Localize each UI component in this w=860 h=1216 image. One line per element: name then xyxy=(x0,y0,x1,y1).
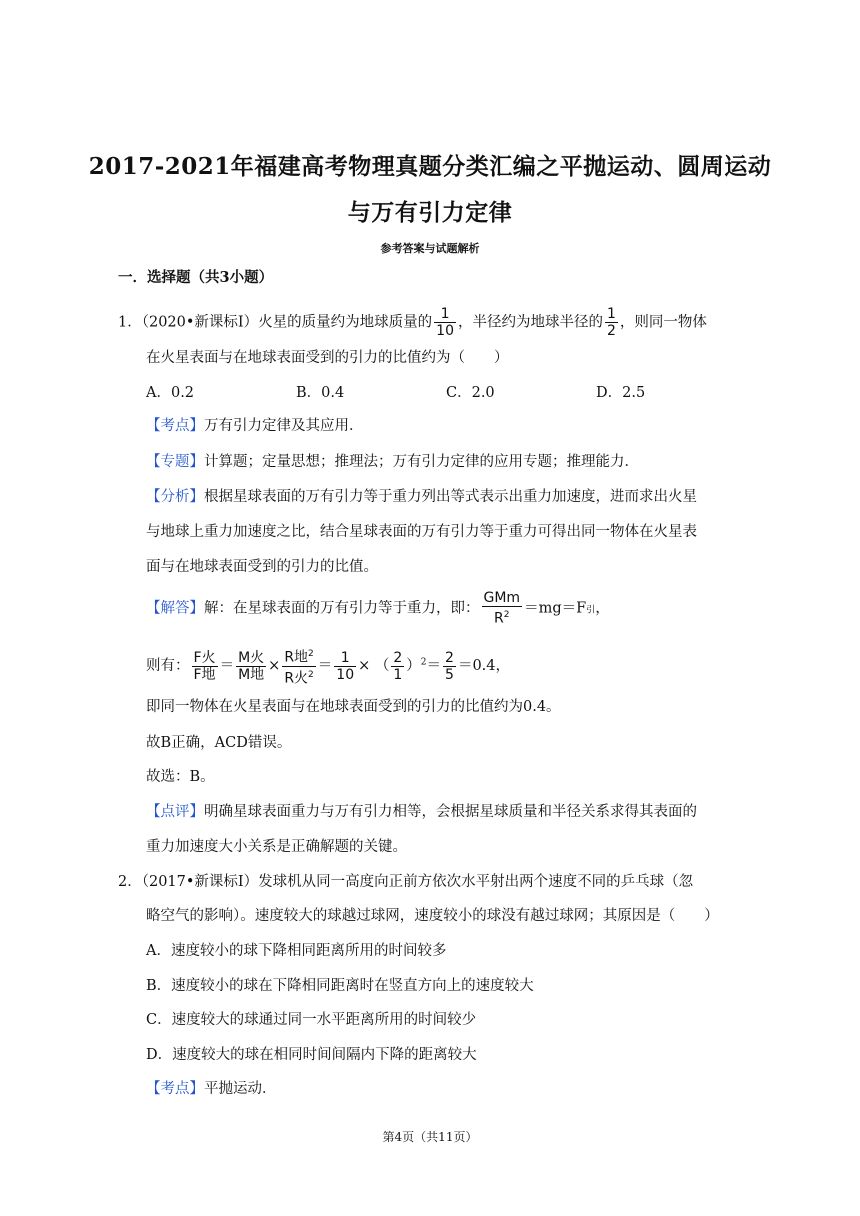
q1-stem-line-1 xyxy=(118,306,707,339)
q1-stem-line-2: 在火星表面与在地球表面受到的引力的比值约为（ ） xyxy=(146,350,509,366)
q1-jieda-line-1: 【解答】解：在星球表面的万有引力等于重力，即： $\frac{\text{GMm}}{R^2}$ ＝mg＝F引， xyxy=(146,590,610,627)
q1-dianping-line-2: 重力加速度大小关系是正确解题的关键。 xyxy=(146,839,407,855)
q1-option-c: C．2.0 xyxy=(446,385,495,401)
q1-stem-c: ，则同一物体 xyxy=(619,314,707,331)
q1-fraction-radius: $\frac{1}{2}$ xyxy=(606,306,616,339)
q2-option-b: B．速度较小的球在下降相同距离时在竖直方向上的速度较大 xyxy=(146,978,534,994)
q1-force-ratio: $\frac{\text{F火}}{\text{F地}}$ xyxy=(193,649,216,683)
q1-kaodian-tag: 【考点】 xyxy=(146,418,204,434)
q1-fraction-mass: $\frac{1}{10}$ xyxy=(436,306,454,339)
q1-stem-b: ，半径约为地球半径的 xyxy=(457,314,603,331)
q1-conclusion-3: 故选：B。 xyxy=(146,769,215,785)
q2-stem-line-2: 略空气的影响）。速度较大的球越过球网，速度较小的球没有越过球网；其原因是（ ） xyxy=(146,908,719,924)
q1-fenxi-tag: 【分析】 xyxy=(146,489,204,505)
section-heading: 一．选择题（共3小题） xyxy=(118,269,274,286)
q1-jieda-tag: 【解答】 xyxy=(146,600,204,617)
q1-zhuanti: 【专题】计算题；定量思想；推理法；万有引力定律的应用专题；推理能力． xyxy=(146,454,639,470)
q1-stem-a: 1．（2020•新课标Ⅰ）火星的质量约为地球质量的 xyxy=(118,314,433,331)
q2-kaodian: 【考点】平抛运动． xyxy=(146,1081,277,1097)
q1-conclusion-2: 故B正确，ACD错误。 xyxy=(146,735,292,751)
q2-option-c: C．速度较大的球通过同一水平距离所用的时间较少 xyxy=(146,1012,477,1028)
q1-radius-ratio: $\frac{R地^2}{R火^2}$ xyxy=(284,649,314,687)
q1-fenxi-line-3: 面与在地球表面受到的引力的比值。 xyxy=(146,559,378,575)
q2-stem-line-1: 2．（2017•新课标Ⅰ）发球机从同一高度向正前方依次水平射出两个速度不同的乒乓球（忽 xyxy=(118,874,694,890)
q1-tenth-fraction: $\frac{1}{10}$ xyxy=(336,649,355,683)
title-line-2: 与万有引力定律 xyxy=(347,199,513,226)
q1-two-fifths: $\frac{2}{5}$ xyxy=(445,649,454,683)
q1-two-over-one: $\frac{2}{1}$ xyxy=(393,649,403,683)
page-footer: 第4页（共11页） xyxy=(382,1130,478,1144)
q1-option-b: B．0.4 xyxy=(296,385,345,401)
q2-option-a: A．速度较小的球下降相同距离所用的时间较多 xyxy=(146,943,447,959)
q2-option-d: D．速度较大的球在相同时间间隔内下降的距离较大 xyxy=(146,1047,477,1063)
q1-option-d: D．2.5 xyxy=(596,385,646,401)
title-line-1: 2017-2021年福建高考物理真题分类汇编之平抛运动、圆周运动 xyxy=(88,153,772,180)
q1-option-a: A．0.2 xyxy=(146,385,195,401)
q1-gravity-fraction: $\frac{\text{GMm}}{R^2}$ xyxy=(483,590,521,627)
q2-kaodian-tag: 【考点】 xyxy=(146,1081,204,1097)
q1-zhuanti-tag: 【专题】 xyxy=(146,454,204,470)
q1-conclusion-1: 即同一物体在火星表面与在地球表面受到的引力的比值约为0.4。 xyxy=(146,699,561,715)
q1-jieda-line-2: 则有： $\frac{\text{F火}}{\text{F地}}$ ＝ $\frac{\text{M火}}{\text{M地}}$ × $\frac{R地^2}{R火^2}$ ＝ $\frac{1}{10}$ × （ $\frac{2}{1}$ ）$^2$＝ $\frac{2}{5}$ ＝0.4， xyxy=(146,646,510,686)
q1-fenxi-line-1: 【分析】根据星球表面的万有引力等于重力列出等式表示出重力加速度，进而求出火星 xyxy=(146,489,697,505)
q1-dianping-line-1: 【点评】明确星球表面重力与万有引力相等，会根据星球质量和半径关系求得其表面的 xyxy=(146,804,697,820)
q1-mass-ratio: $\frac{\text{M火}}{\text{M地}}$ xyxy=(238,649,265,683)
q1-dianping-tag: 【点评】 xyxy=(146,804,204,820)
q1-fenxi-line-2: 与地球上重力加速度之比，结合星球表面的万有引力等于重力可得出同一物体在火星表 xyxy=(146,524,697,540)
q1-kaodian: 【考点】万有引力定律及其应用． xyxy=(146,418,364,434)
subtitle: 参考答案与试题解析 xyxy=(380,242,480,255)
